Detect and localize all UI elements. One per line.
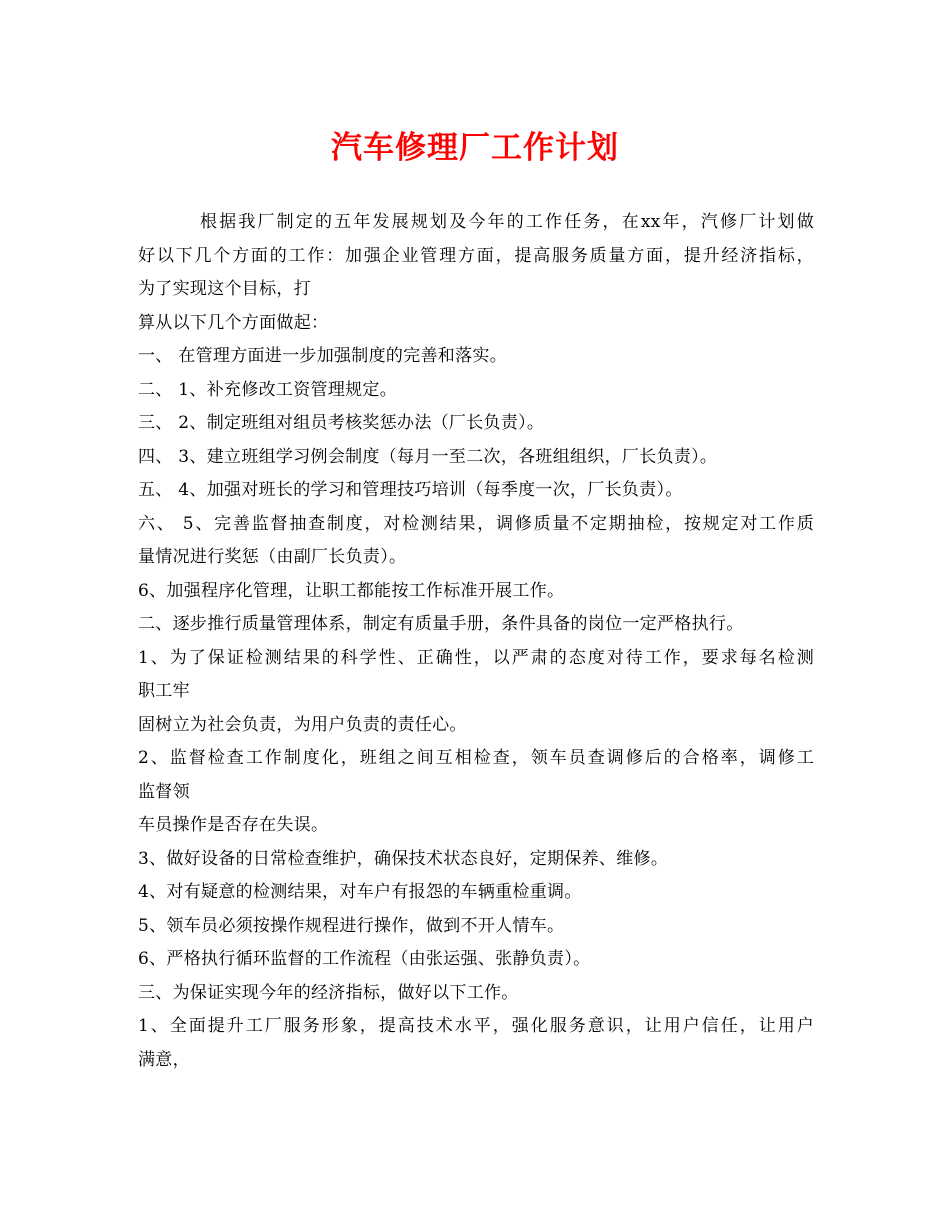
body-line: 监督领	[138, 781, 190, 802]
body-line: 职工牢	[138, 681, 190, 701]
body-line: 二、 1、补充修改工资管理规定。	[138, 379, 398, 400]
body-line: 车员操作是否存在失误。	[138, 815, 329, 835]
body-line: 二、逐步推行质量管理体系，制定有质量手册，条件具备的岗位一定严格执行。	[138, 614, 744, 634]
body-line: 6、严格执行循环监督的工作流程（由张运强、张静负责）。	[138, 949, 591, 969]
body-line: 好以下几个方面的工作：加强企业管理方面，提高服务质量方面，提升经济指标，	[138, 245, 814, 266]
body-line: 6、加强程序化管理，让职工都能按工作标准开展工作。	[138, 580, 565, 601]
body-line: 四、 3、建立班组学习例会制度（每月一至二次，各班组组织，厂长负责）。	[138, 446, 718, 467]
body-line: 满意，	[138, 1049, 190, 1070]
body-line: 六、 5、完善监督抽查制度，对检测结果，调修质量不定期抽检，按规定对工作质	[138, 513, 814, 534]
body-line: 2、监督检查工作制度化，班组之间互相检查，领车员查调修后的合格率，调修工	[138, 748, 814, 768]
body-line: 3、做好设备的日常检查维护，确保技术状态良好，定期保养、维修。	[138, 848, 669, 869]
body-line: 三、 2、制定班组对组员考核奖惩办法（厂长负责）。	[138, 413, 545, 433]
body-line: 为了实现这个目标，打	[138, 279, 311, 299]
body-line: 5、领车员必须按操作规程进行操作，做到不开人情车。	[138, 915, 565, 936]
body-line: 1、为了保证检测结果的科学性、正确性，以严肃的态度对待工作，要求每名检测	[138, 647, 814, 668]
body-line: 三、为保证实现今年的经济指标，做好以下工作。	[138, 982, 519, 1003]
body-line: 固树立为社会负责，为用户负责的责任心。	[138, 714, 467, 735]
document-body	[138, 206, 814, 1077]
body-line: 根据我厂制定的五年发展规划及今年的工作任务，在xx年，汽修厂计划做	[200, 212, 814, 232]
body-line: 五、 4、加强对班长的学习和管理技巧培训（每季度一次，厂长负责）。	[138, 480, 683, 500]
body-line: 4、对有疑意的检测结果，对车户有报怨的车辆重检重调。	[138, 882, 582, 902]
document-title: 汽车修理厂工作计划	[331, 130, 619, 166]
body-line: 1、全面提升工厂服务形象，提高技术水平，强化服务意识，让用户信任，让用户	[138, 1016, 814, 1036]
body-line: 量情况进行奖惩（由副厂长负责）。	[138, 547, 407, 567]
body-line: 一、 在管理方面进一步加强制度的完善和落实。	[138, 346, 508, 366]
body-line: 算从以下几个方面做起：	[138, 312, 329, 333]
